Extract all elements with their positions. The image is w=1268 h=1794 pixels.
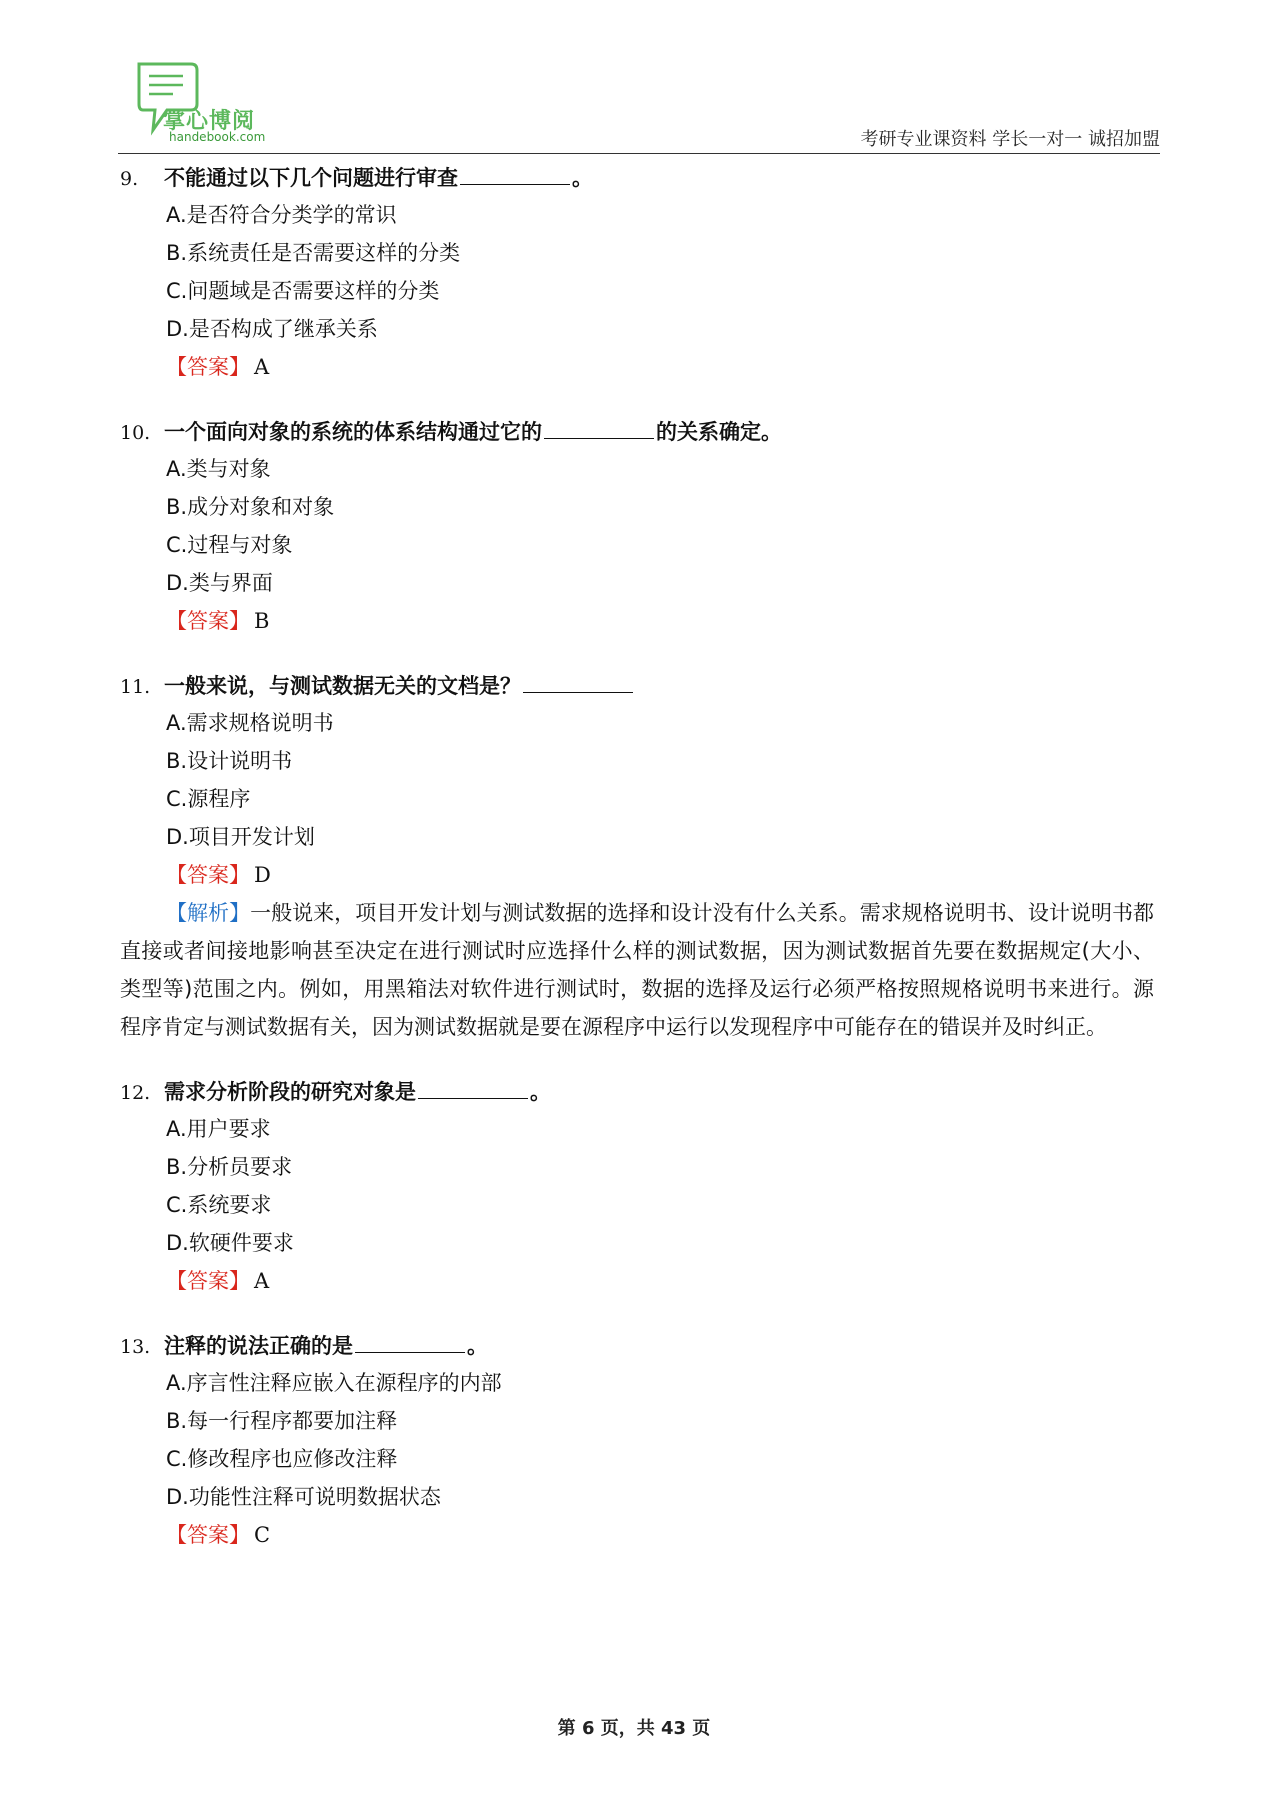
option-c: C.过程与对象 [166, 533, 293, 557]
option-a: A.是否符合分类学的常识 [166, 203, 397, 227]
stem-text: 一般来说，与测试数据无关的文档是？ [164, 674, 521, 698]
option-d: D.是否构成了继承关系 [166, 317, 378, 341]
header-divider [118, 153, 1160, 154]
stem-text: 不能通过以下几个问题进行审查 [164, 166, 458, 190]
analysis-paragraph [120, 894, 1154, 1046]
question-stem [120, 414, 1160, 450]
answer-blank [355, 1332, 465, 1353]
stem-text: 注释的说法正确的是 [164, 1334, 353, 1358]
question-list [120, 160, 1160, 1582]
option-a: A.序言性注释应嵌入在源程序的内部 [166, 1371, 502, 1395]
stem-text-end: 。 [467, 1334, 488, 1358]
question-number: 10. [120, 422, 151, 444]
answer-label: 【答案】 [166, 1523, 250, 1547]
analysis-text: 一般说来，项目开发计划与测试数据的选择和设计没有什么关系。需求规格说明书、设计说明书都直接或者间接地影响甚至决定在进行测试时应选择什么样的测试数据，因为测试数据首先要在数据规定(大小、类型等)范围之内。例如，用黑箱法对软件进行测试时，数据的选择及运行必须严格按照规格说明书来进行。源程序肯定与测试数据有关，因为测试数据就是要在源程序中运行以发现程序中可能存在的错误并及时纠正。 [120, 901, 1155, 1039]
answer-label: 【答案】 [166, 1269, 250, 1293]
option-d: D.软硬件要求 [166, 1231, 294, 1255]
stem-text-end: 。 [530, 1080, 551, 1104]
question-13 [120, 1328, 1160, 1554]
answer-value: C [254, 1523, 271, 1547]
stem-text-end: 的关系确定。 [656, 420, 782, 444]
option-b: B.成分对象和对象 [166, 495, 335, 519]
answer-label: 【答案】 [166, 355, 250, 379]
answer-blank [460, 164, 570, 185]
question-number: 12. [120, 1082, 151, 1104]
question-stem [120, 668, 1160, 704]
answer-blank [523, 672, 633, 693]
option-c: C.源程序 [166, 787, 251, 811]
question-number: 11. [120, 676, 151, 698]
analysis-label: 【解析】 [166, 901, 251, 925]
option-d: D.类与界面 [166, 571, 273, 595]
answer-line [120, 1262, 1160, 1300]
question-stem [120, 1328, 1160, 1364]
option-d: D.功能性注释可说明数据状态 [166, 1485, 441, 1509]
option-b: B.设计说明书 [166, 749, 293, 773]
answer-label: 【答案】 [166, 609, 250, 633]
handebook-logo [133, 60, 273, 146]
option-c: C.问题域是否需要这样的分类 [166, 279, 440, 303]
answer-value: A [254, 1269, 270, 1293]
option-b: B.分析员要求 [166, 1155, 293, 1179]
question-number: 9. [120, 168, 139, 190]
question-9 [120, 160, 1160, 386]
answer-line [120, 856, 1160, 894]
option-a: A.用户要求 [166, 1117, 271, 1141]
stem-text: 一个面向对象的系统的体系结构通过它的 [164, 420, 542, 444]
answer-line [120, 602, 1160, 640]
option-a: A.需求规格说明书 [166, 711, 334, 735]
answer-blank [418, 1078, 528, 1099]
header-slogan: 考研专业课资料 学长一对一 诚招加盟 [860, 129, 1160, 150]
stem-text-end: 。 [572, 166, 593, 190]
answer-value: A [254, 355, 270, 379]
option-d: D.项目开发计划 [166, 825, 315, 849]
page-number: 第 6 页，共 43 页 [557, 1718, 711, 1739]
answer-value: B [254, 609, 270, 633]
answer-blank [544, 418, 654, 439]
option-b: B.每一行程序都要加注释 [166, 1409, 398, 1433]
stem-text: 需求分析阶段的研究对象是 [164, 1080, 416, 1104]
option-b: B.系统责任是否需要这样的分类 [166, 241, 461, 265]
question-10 [120, 414, 1160, 640]
question-stem [120, 1074, 1160, 1110]
option-a: A.类与对象 [166, 457, 271, 481]
question-number: 13. [120, 1336, 151, 1358]
option-c: C.修改程序也应修改注释 [166, 1447, 398, 1471]
answer-value: D [254, 863, 271, 887]
answer-label: 【答案】 [166, 863, 250, 887]
answer-line [120, 348, 1160, 386]
question-11 [120, 668, 1160, 1046]
option-c: C.系统要求 [166, 1193, 272, 1217]
answer-line [120, 1516, 1160, 1554]
logo-domain: handebook.com [169, 130, 266, 144]
logo-chinese-name: 掌心博阅 [163, 109, 256, 134]
question-12 [120, 1074, 1160, 1300]
question-stem [120, 160, 1160, 196]
